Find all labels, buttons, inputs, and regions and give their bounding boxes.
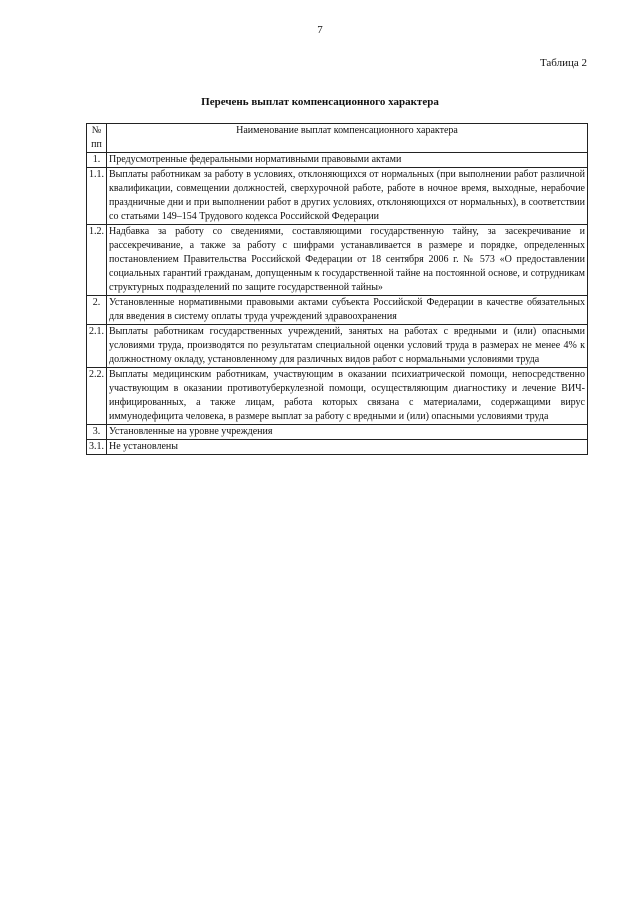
row-name: Надбавка за работу со сведениями, составляющими государственную тайну, за засекречивание и рассекречивание, а также за работу с шифрами устанавливается в размере и порядке, определенных постановлением Правительства Российской Федерации от 18 сентября 2006 г. № 573 «О предоставлении социальных гарантий гражданам, допущенным к государственной тайне на постоянной основе, и сотрудникам структурных подразделений по защите государственной тайны» [107, 225, 588, 296]
row-name: Выплаты работникам за работу в условиях, отклоняющихся от нормальных (при выполнении работ различной квалификации, совмещении должностей, сверхурочной работе, работе в ночное время, выходные, нерабочие праздничные дни и при выполнении работ в других условиях, отклоняющихся от нормальных), в соответствии со статьями 149–154 Трудового кодекса Российской Федерации [107, 168, 588, 225]
table-header-row [87, 124, 588, 153]
row-number: 3.1. [87, 440, 107, 455]
header-number-cell: № пп [87, 124, 107, 153]
page-number: 7 [317, 24, 323, 36]
document-title: Перечень выплат компенсационного характера [201, 96, 439, 108]
row-name: Установленные нормативными правовыми актами субъекта Российской Федерации в качестве обязательных для введения в систему оплаты труда учреждений здравоохранения [107, 296, 588, 325]
row-name: Предусмотренные федеральными нормативными правовыми актами [107, 153, 588, 168]
row-name: Выплаты медицинским работникам, участвующим в оказании психиатрической помощи, непосредственно участвующим в оказании противотуберкулезной помощи, осуществляющим диагностику и лечение ВИЧ-инфицированных, а также лицам, работа которых связана с материалами, содержащими вирус иммунодефицита человека, в размере выплат за работу с вредными и (или) опасными условиями труда [107, 368, 588, 425]
table-row [87, 168, 588, 225]
row-name: Установленные на уровне учреждения [107, 425, 588, 440]
table-row [87, 325, 588, 368]
table-label: Таблица 2 [539, 57, 587, 69]
row-number: 1. [87, 153, 107, 168]
header-name-cell: Наименование выплат компенсационного характера [107, 124, 588, 153]
table-row [87, 225, 588, 296]
row-name: Выплаты работникам государственных учреждений, занятых на работах с вредными и (или) опасными условиями труда, производятся по результатам специальной оценки условий труда в размерах не менее 4% к должностному окладу, установленному для различных видов работ с нормальными условиями труда [107, 325, 588, 368]
row-number: 1.1. [87, 168, 107, 225]
table-row [87, 296, 588, 325]
table-row [87, 440, 588, 455]
row-number: 2. [87, 296, 107, 325]
table-row [87, 425, 588, 440]
row-name: Не установлены [107, 440, 588, 455]
table-row [87, 153, 588, 168]
row-number: 2.1. [87, 325, 107, 368]
row-number: 3. [87, 425, 107, 440]
row-number: 1.2. [87, 225, 107, 296]
row-number: 2.2. [87, 368, 107, 425]
compensation-payments-table [86, 123, 588, 455]
table-row [87, 368, 588, 425]
